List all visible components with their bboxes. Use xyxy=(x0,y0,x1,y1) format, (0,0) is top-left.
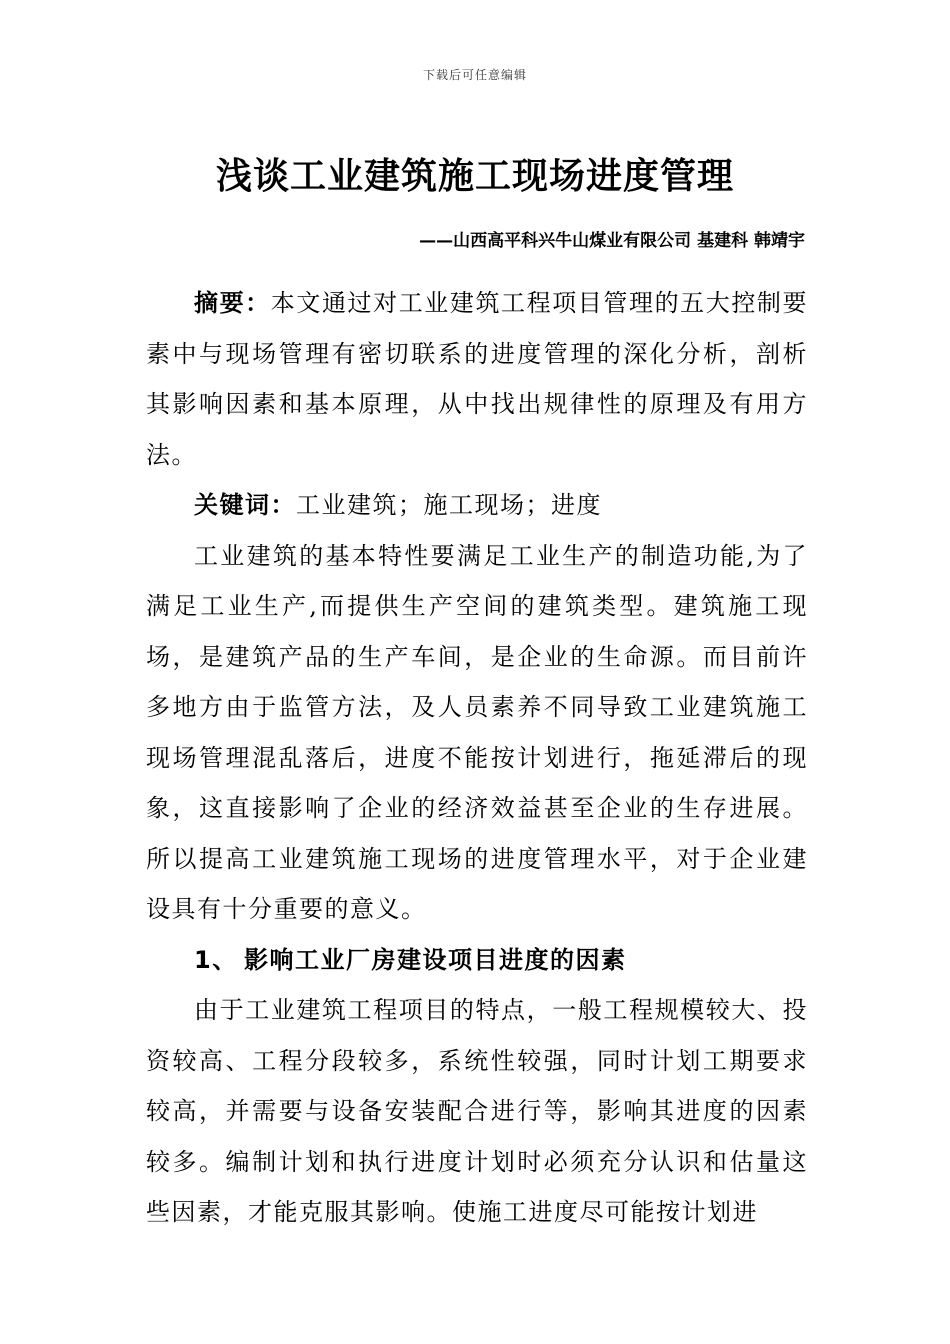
section-heading-1 xyxy=(146,935,808,986)
abstract-label: 摘要： xyxy=(194,289,271,317)
section-heading-text: 影响工业厂房建设项目进度的因素 xyxy=(244,945,627,974)
body-paragraph-1: 工业建筑的基本特性要满足工业生产的制造功能,为了满足工业生产,而提供生产空间的建筑类型。建筑施工现场，是建筑产品的生产车间，是企业的生命源。而目前许多地方由于监管方法，及人员素养不同导致工业建筑施工现场管理混乱落后，进度不能按计划进行，拖延滞后的现象，这直接影响了企业的经济效益甚至企业的生存进展。所以提高工业建筑施工现场的进度管理水平，对于企业建设具有十分重要的意义。 xyxy=(146,541,808,923)
document-body xyxy=(146,278,808,1238)
keywords-text: 工业建筑；施工现场；进度 xyxy=(296,491,602,519)
author-byline: ——山西高平科兴牛山煤业有限公司 基建科 韩靖宇 xyxy=(419,231,805,251)
header-note: 下载后可任意编辑 xyxy=(422,68,527,82)
section-number: 1、 xyxy=(194,945,238,974)
keywords-label: 关键词： xyxy=(194,491,296,519)
abstract-paragraph xyxy=(146,278,808,480)
document-title: 浅谈工业建筑施工现场进度管理 xyxy=(215,156,734,197)
body-paragraph-2: 由于工业建筑工程项目的特点，一般工程规模较大、投资较高、工程分段较多，系统性较强，同时计划工期要求较高，并需要与设备安装配合进行等，影响其进度的因素较多。编制计划和执行进度计划时必须充分认识和估量这些因素，才能克服其影响。使施工进度尽可能按计划进 xyxy=(146,996,808,1226)
keywords-paragraph xyxy=(146,480,808,531)
abstract-text: 本文通过对工业建筑工程项目管理的五大控制要素中与现场管理有密切联系的进度管理的深化分析，剖析其影响因素和基本原理，从中找出规律性的原理及有用方法。 xyxy=(146,289,809,469)
